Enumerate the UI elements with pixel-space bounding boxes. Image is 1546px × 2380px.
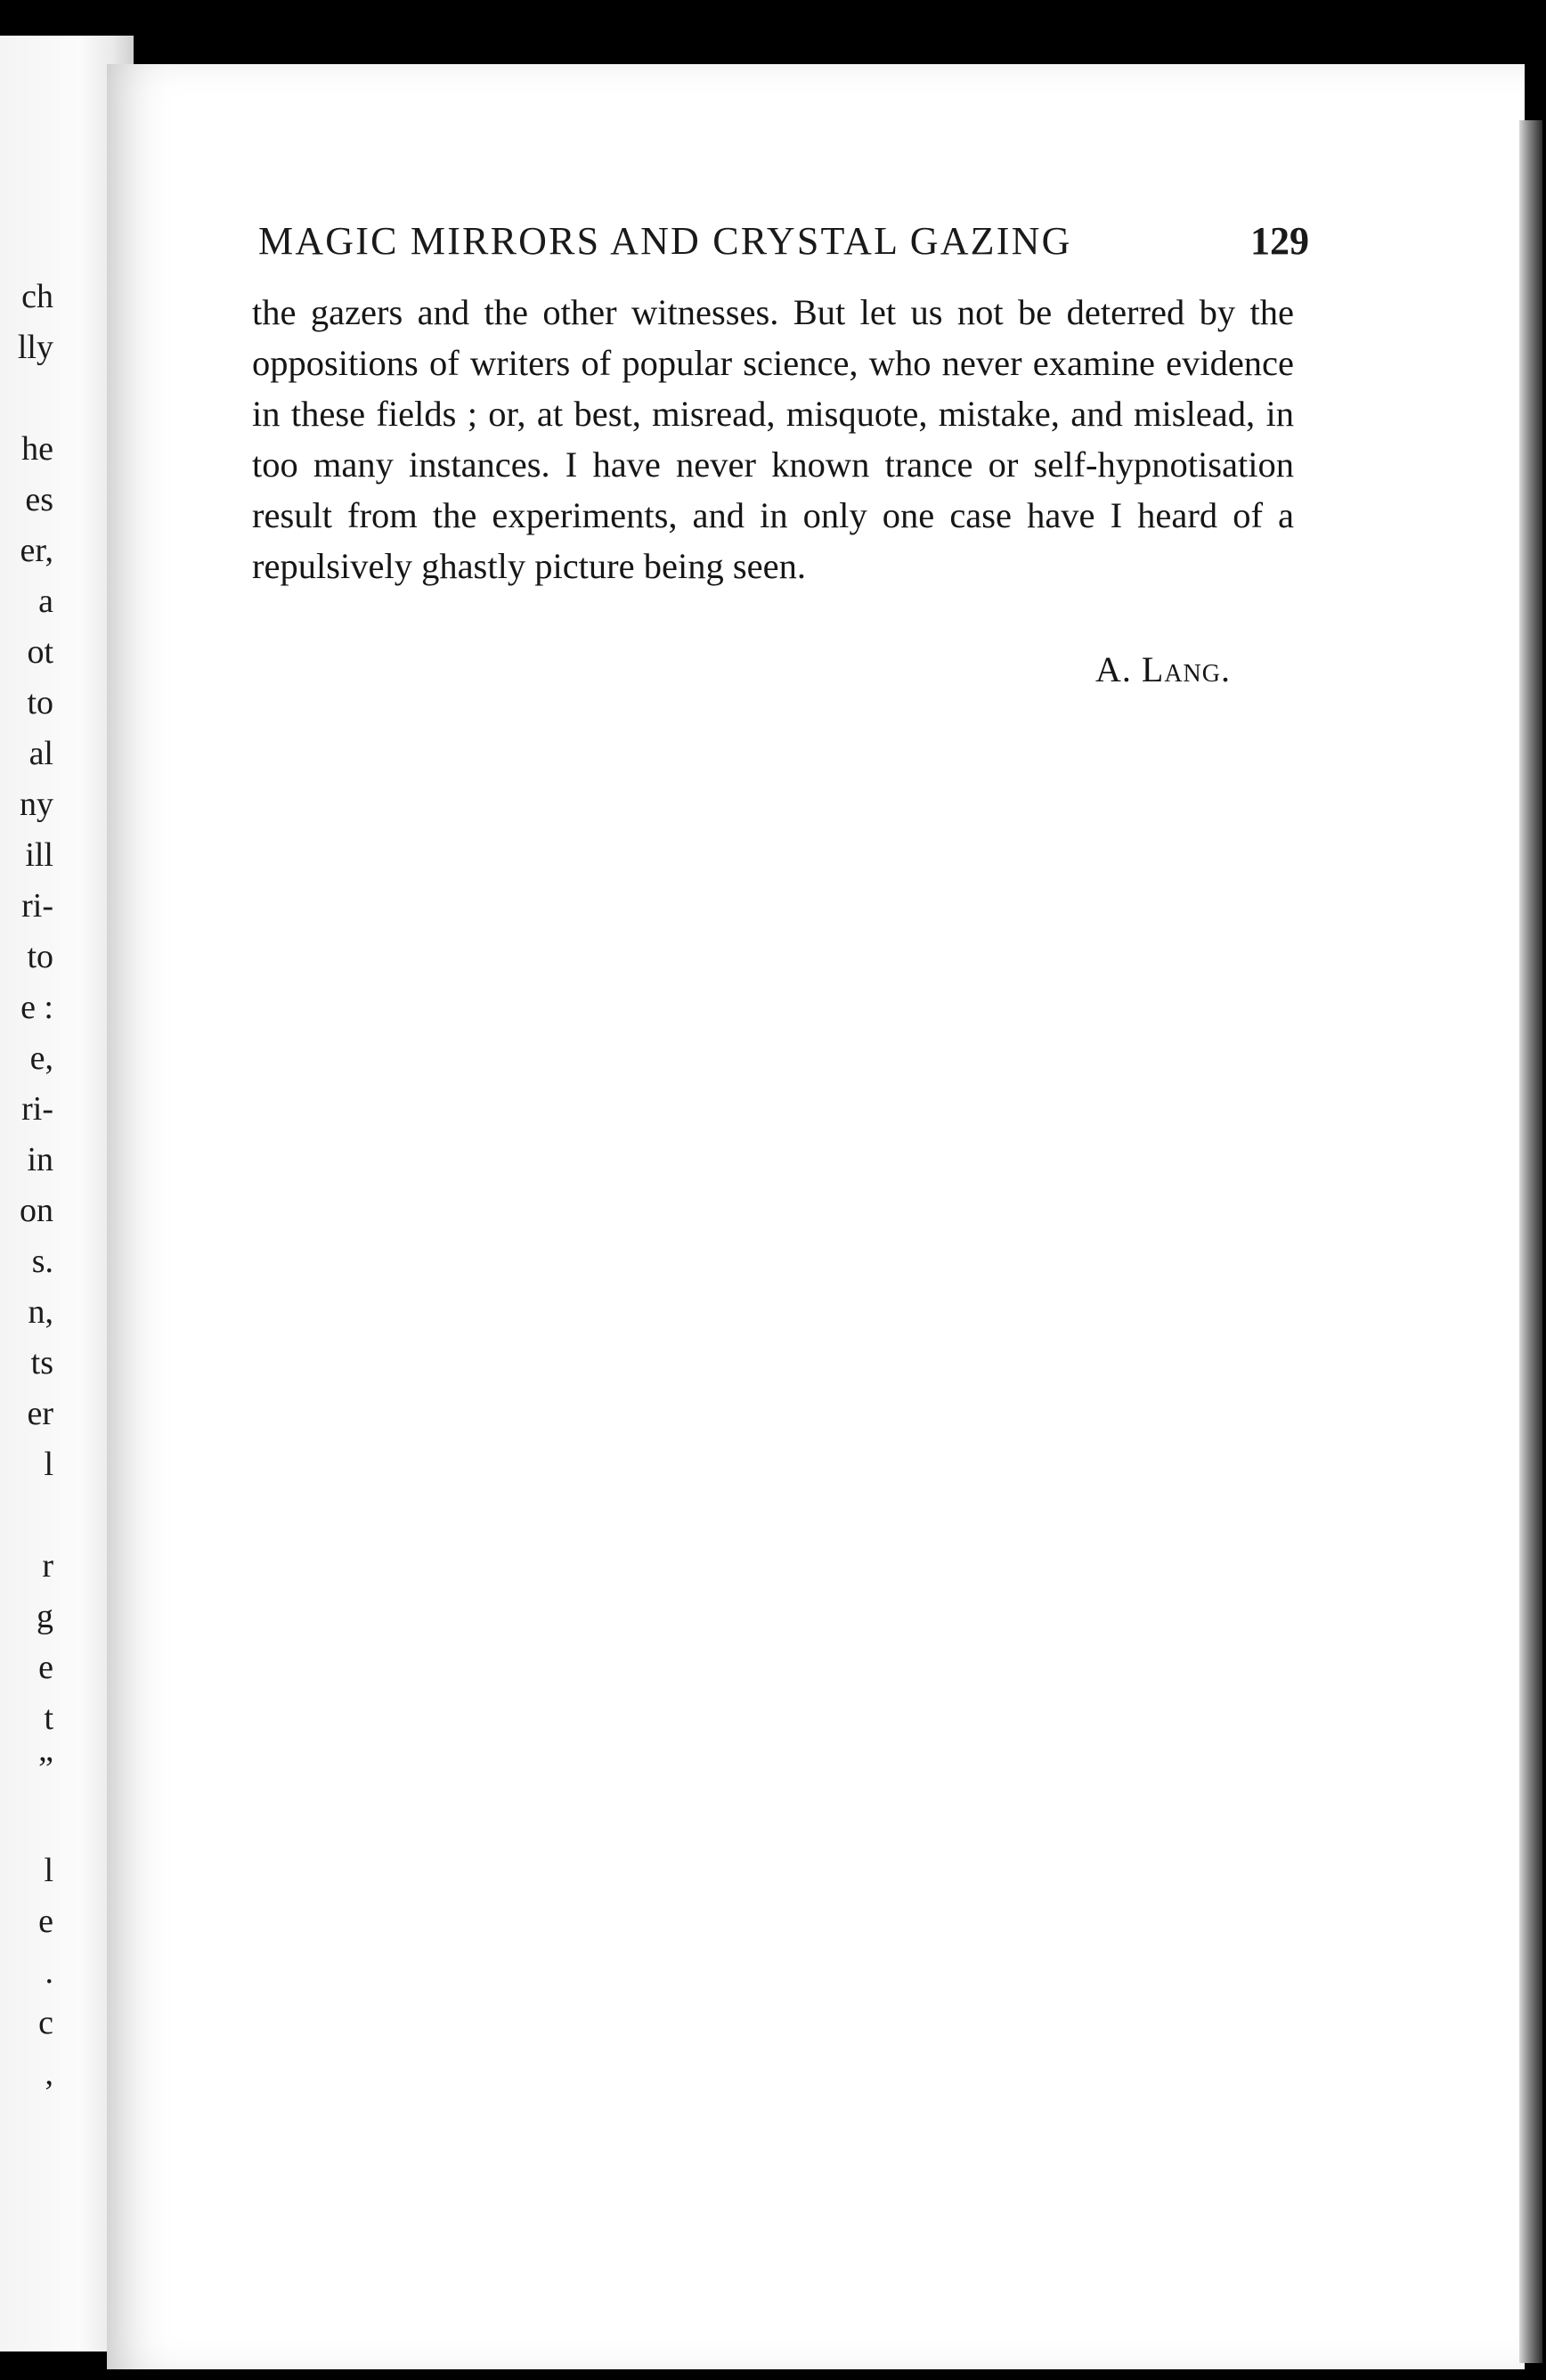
left-fragment: e : [20,989,53,1026]
left-fragment: r [42,1547,53,1585]
left-fragment: on [20,1192,53,1229]
left-fragment: to [27,938,53,975]
author-signature: A. Lang. [1095,649,1231,689]
left-fragment: he [21,430,53,468]
left-fragment [0,1795,53,1846]
running-title: MAGIC MIRRORS AND CRYSTAL GAZING [258,219,1072,263]
left-fragment: ri- [21,887,53,925]
left-fragment: ny [20,786,53,823]
left-fragment: . [45,1953,53,1991]
left-page-line-fragments [0,272,53,2099]
left-fragment: e, [29,1039,53,1077]
left-fragment: c [38,2004,53,2042]
left-fragment: ts [30,1344,53,1382]
left-fragment [0,373,53,424]
left-fragment: e [38,1649,53,1686]
left-fragment: l [44,1852,53,1889]
left-fragment: s. [31,1243,53,1280]
left-fragment: ot [27,633,53,671]
left-fragment: , [45,2055,53,2092]
page-number: 129 [1250,219,1309,263]
body-paragraph: the gazers and the other witnesses. But let us not be deterred by the oppositions of writers of popular science, who never examine evidence in these fields ; or, at best, misread, misquote, mistake, and mislead, in too many instances. I have never known trance or self-hypnotisation result from the experiments, and in only one case have I heard of a repulsively ghastly picture being seen. [252,292,1294,586]
left-fragment [0,1490,53,1541]
left-fragment: to [27,684,53,721]
left-fragment: g [37,1598,53,1635]
left-fragment: t [44,1699,53,1737]
running-head [258,218,1309,272]
left-fragment: in [27,1141,53,1178]
left-fragment: ill [25,836,53,874]
left-fragment: a [38,583,53,620]
left-fragment: er, [20,532,53,569]
page-edge [1519,120,1542,2363]
left-fragment: er [27,1395,53,1432]
left-fragment: l [44,1446,53,1483]
left-fragment: ch [21,278,53,315]
left-fragment: lly [17,329,53,366]
left-fragment: e [38,1903,53,1940]
left-fragment: ” [38,1750,53,1788]
left-fragment: al [28,735,53,772]
left-fragment: es [25,481,53,518]
left-fragment: n, [28,1293,53,1331]
left-fragment: ri- [21,1090,53,1128]
